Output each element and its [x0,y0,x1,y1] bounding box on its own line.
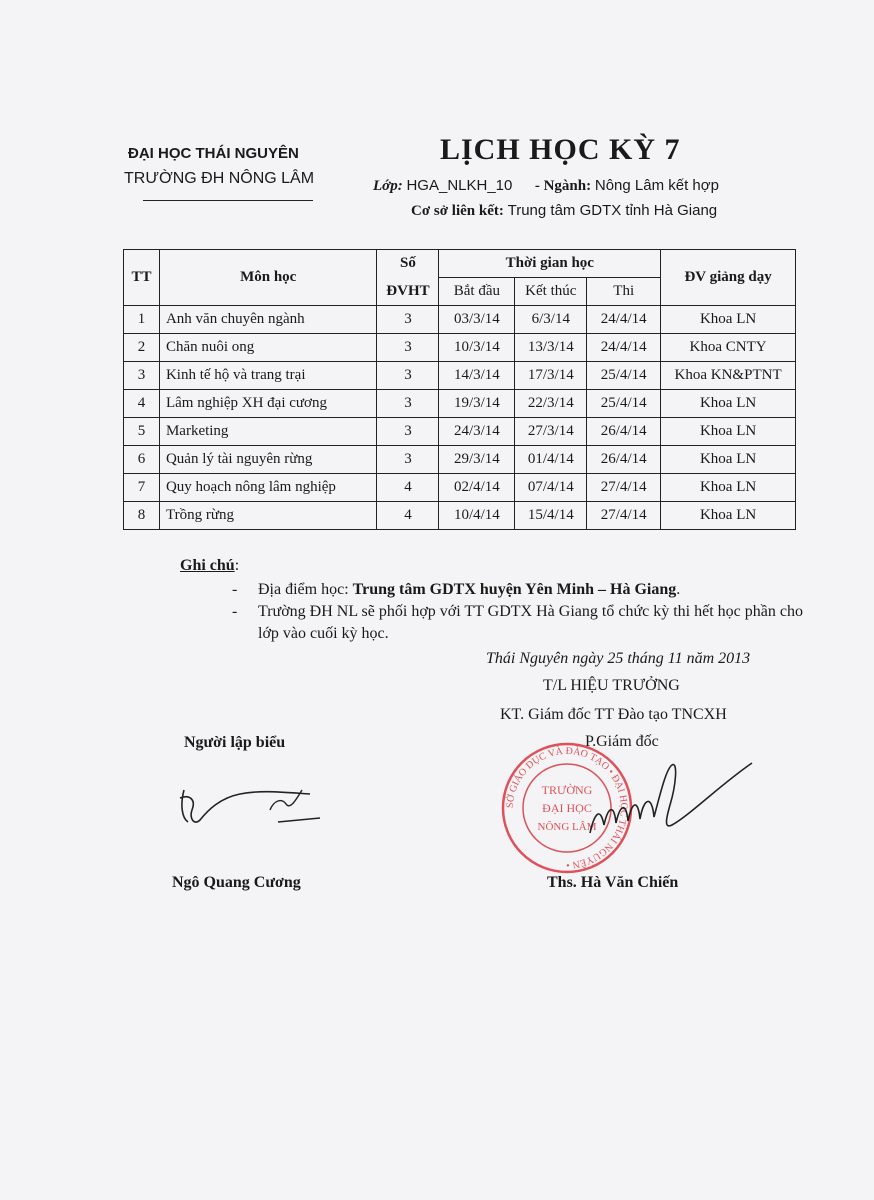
cell-dept: Khoa LN [661,418,796,446]
header-dept: ĐV giảng dạy [661,250,796,306]
cell-subject: Chăn nuôi ong [159,334,377,362]
cell-start: 10/4/14 [439,502,515,530]
notes-heading-text: Ghi chú [180,557,235,574]
table-row [124,334,796,362]
director-signature [580,755,760,845]
cell-end: 22/3/14 [515,390,587,418]
cell-start: 02/4/14 [439,474,515,502]
cell-start: 14/3/14 [439,362,515,390]
cell-exam: 26/4/14 [587,446,661,474]
notes-heading-colon: : [234,557,240,574]
note-item-2-text: Trường ĐH NL sẽ phối hợp với TT GDTX Hà Giang tổ chức kỳ thi hết học phần cho lớp vào cuối kỳ học. [258,603,803,642]
document-title: LỊCH HỌC KỲ 7 [440,133,681,166]
cell-tt: 3 [124,362,160,390]
cell-tt: 1 [124,306,160,334]
note-item-1-prefix: Địa điểm học: [258,581,353,598]
header-so: Số [377,250,439,278]
bullet-dash: - [232,603,238,620]
cell-exam: 24/4/14 [587,306,661,334]
cell-exam: 27/4/14 [587,474,661,502]
table-row [124,306,796,334]
cell-dvht: 3 [377,362,439,390]
cell-end: 07/4/14 [515,474,587,502]
cell-subject: Trồng rừng [159,502,377,530]
cell-exam: 27/4/14 [587,502,661,530]
cell-subject: Kinh tế hộ và trang trại [159,362,377,390]
header-time: Thời gian học [439,250,661,278]
cell-dept: Khoa LN [661,474,796,502]
major-label: - Ngành: [534,178,592,194]
university-name: ĐẠI HỌC THÁI NGUYÊN [128,145,299,162]
cell-tt: 6 [124,446,160,474]
cell-end: 27/3/14 [515,418,587,446]
cell-tt: 5 [124,418,160,446]
seal-line-2: ĐẠI HỌC [542,801,592,815]
cell-dvht: 3 [377,334,439,362]
table-row [124,362,796,390]
header-exam: Thi [587,278,661,306]
cell-dept: Khoa LN [661,502,796,530]
cell-dept: Khoa LN [661,390,796,418]
bullet-dash: - [232,581,238,598]
cell-start: 29/3/14 [439,446,515,474]
cell-subject: Marketing [159,418,377,446]
note-item-1-text [258,579,803,601]
cell-dvht: 4 [377,474,439,502]
cell-end: 15/4/14 [515,502,587,530]
creator-name: Ngô Quang Cương [172,874,301,891]
school-name: TRƯỜNG ĐH NÔNG LÂM [124,170,315,187]
notes-heading [180,557,239,575]
class-value: HGA_NLKH_10 [406,177,513,194]
tl-line: T/L HIỆU TRƯỞNG [543,677,680,694]
cell-dept: Khoa CNTY [661,334,796,362]
partner-label: Cơ sở liên kết: [411,203,504,219]
pgd-line: P.Giám đốc [585,733,659,750]
note-item-2 [232,601,802,645]
header-underline [143,200,313,201]
date-line: Thái Nguyên ngày 25 tháng 11 năm 2013 [486,650,751,667]
table-row [124,446,796,474]
table-row [124,390,796,418]
cell-end: 01/4/14 [515,446,587,474]
cell-tt: 4 [124,390,160,418]
cell-dvht: 3 [377,306,439,334]
cell-subject: Anh văn chuyên ngành [159,306,377,334]
cell-start: 10/3/14 [439,334,515,362]
cell-dept: Khoa LN [661,446,796,474]
cell-start: 03/3/14 [439,306,515,334]
cell-exam: 25/4/14 [587,390,661,418]
note-item-1-suffix: . [676,581,681,598]
seal-line-3: NÔNG LÂM [537,821,597,833]
class-major-line [373,177,719,195]
creator-title: Người lập biểu [184,734,286,751]
cell-dvht: 3 [377,446,439,474]
kt-line: KT. Giám đốc TT Đào tạo TNCXH [500,706,727,723]
header-end: Kết thúc [515,278,587,306]
table-row [124,474,796,502]
cell-dvht: 3 [377,418,439,446]
cell-dept: Khoa KN&PTNT [661,362,796,390]
cell-tt: 8 [124,502,160,530]
note-item-1 [232,579,802,601]
cell-end: 6/3/14 [515,306,587,334]
cell-exam: 25/4/14 [587,362,661,390]
cell-subject: Quy hoạch nông lâm nghiệp [159,474,377,502]
header-dvht: ĐVHT [377,278,439,306]
table-row [124,418,796,446]
cell-end: 17/3/14 [515,362,587,390]
cell-end: 13/3/14 [515,334,587,362]
cell-dvht: 4 [377,502,439,530]
cell-exam: 26/4/14 [587,418,661,446]
note-item-1-location: Trung tâm GDTX huyện Yên Minh – Hà Giang [352,581,677,598]
schedule-body [124,306,796,530]
cell-start: 24/3/14 [439,418,515,446]
cell-subject: Lâm nghiệp XH đại cương [159,390,377,418]
cell-tt: 2 [124,334,160,362]
header-subject: Môn học [159,250,377,306]
header-tt: TT [124,250,160,306]
director-name: Ths. Hà Văn Chiến [547,874,679,891]
table-row [124,502,796,530]
major-value: Nông Lâm kết hợp [594,177,719,194]
partner-line [411,202,717,220]
cell-dept: Khoa LN [661,306,796,334]
schedule-table [123,249,796,530]
class-label: Lớp: [373,178,403,194]
creator-signature [170,770,330,840]
cell-exam: 24/4/14 [587,334,661,362]
cell-tt: 7 [124,474,160,502]
seal-line-1: TRƯỜNG [541,783,593,797]
cell-start: 19/3/14 [439,390,515,418]
partner-value: Trung tâm GDTX tỉnh Hà Giang [507,202,718,219]
cell-subject: Quản lý tài nguyên rừng [159,446,377,474]
cell-dvht: 3 [377,390,439,418]
header-start: Bắt đầu [439,278,515,306]
seal-ring-text: SỞ GIÁO DỤC VÀ ĐÀO TẠO • ĐẠI HỌC THÁI NGUYÊN • [504,745,630,871]
